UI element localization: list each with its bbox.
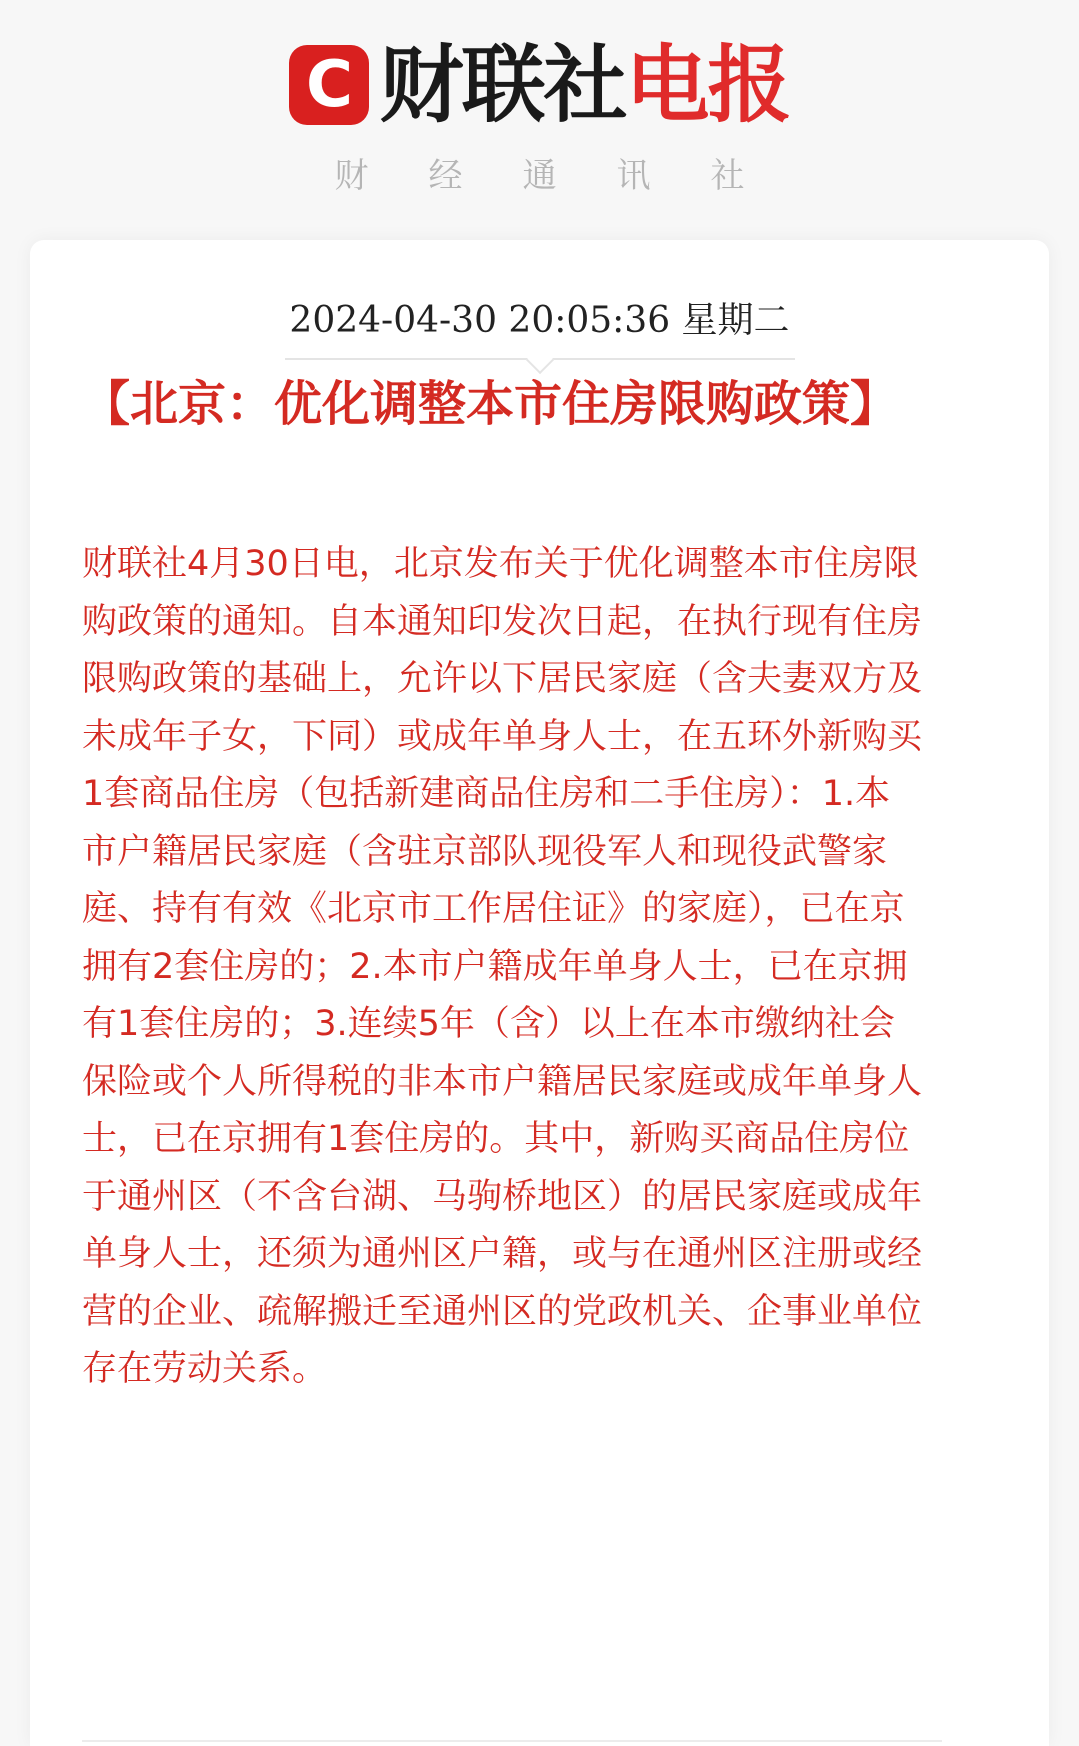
brand-name: 财联社	[379, 36, 626, 134]
brand-badge-icon: C	[289, 45, 369, 125]
masthead	[0, 0, 1079, 240]
article-title: 【北京：优化调整本市住房限购政策】	[82, 376, 899, 432]
bottom-divider	[82, 1740, 942, 1742]
brand-logo	[0, 36, 1079, 134]
brand-tagline: 财经通讯社	[334, 156, 805, 196]
brand-accent: 电报	[625, 36, 790, 134]
article-card	[30, 240, 1049, 1746]
article-datetime: 2024-04-30 20:05:36 星期二	[289, 300, 790, 341]
article-datetime-wrap	[30, 292, 1049, 343]
article-body: 财联社4月30日电，北京发布关于优化调整本市住房限购政策的通知。自本通知印发次日起，在执行现有住房限购政策的基础上，允许以下居民家庭（含夫妻双方及未成年子女，下同）或成年单身人士，在五环外新购买1套商品住房（包括新建商品住房和二手住房）：1.本市户籍居民家庭（含驻京部队现役军人和现役武警家庭、持有有效《北京市工作居住证》的家庭），已在京拥有2套住房的；2.本市户籍成年单身人士，已在京拥有1套住房的；3.连续5年（含）以上在本市缴纳社会保险或个人所得税的非本市户籍居民家庭或成年单身人士，已在京拥有1套住房的。其中，新购买商品住房位于通州区（不含台湖、马驹桥地区）的居民家庭或成年单身人士，还须为通州区户籍，或与在通州区注册或经营的企业、疏解搬迁至通州区的党政机关、企事业单位存在劳动关系。	[82, 544, 923, 1389]
